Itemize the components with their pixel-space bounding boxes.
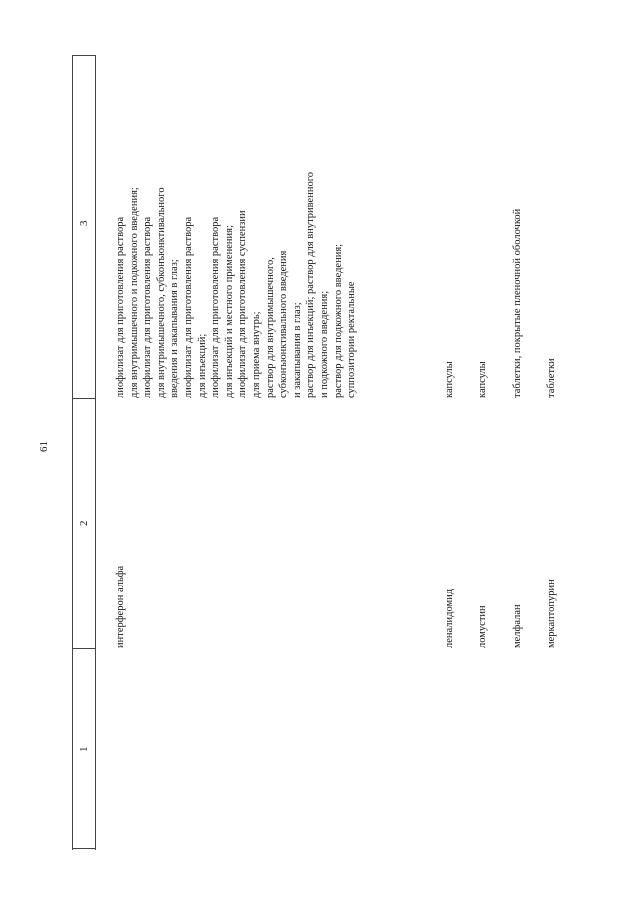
dosage-form-line: для приема внутрь; bbox=[250, 311, 262, 398]
table-row-drug-name: мелфалан bbox=[512, 604, 523, 648]
column-header-3: 3 bbox=[78, 220, 90, 226]
table-row-dosage-forms: капсулы bbox=[477, 361, 488, 398]
dosage-form-line: раствор для инъекций; раствор для внутривенного bbox=[305, 172, 317, 398]
table-row-dosage-forms bbox=[114, 172, 359, 398]
dosage-form-line: для инъекций и местного применения; bbox=[223, 225, 235, 398]
table-border-top bbox=[72, 55, 96, 56]
dosage-form-line: лиофилизат для приготовления раствора bbox=[142, 216, 154, 398]
dosage-form-line: субконъюнктивального введения bbox=[278, 250, 290, 398]
dosage-form-line: лиофилизат для приготовления раствора bbox=[210, 216, 222, 398]
dosage-form-line: лиофилизат для приготовления раствора bbox=[115, 216, 126, 398]
table-row-drug-name: меркаптопурин bbox=[546, 579, 557, 648]
column-header-1: 1 bbox=[78, 746, 90, 752]
dosage-form-line: для внутримышечного, субконъюнктивального bbox=[155, 187, 167, 398]
column-divider-2-3 bbox=[72, 398, 96, 399]
dosage-form-line: раствор для внутримышечного, bbox=[264, 257, 276, 398]
table-row-drug-name: интерферон альфа bbox=[115, 565, 126, 648]
table-row-dosage-forms: таблетки, покрытые пленочной оболочкой bbox=[512, 208, 523, 398]
table-row-drug-name: леналидомид bbox=[444, 588, 455, 648]
table-row-drug-name: ломустин bbox=[477, 605, 488, 648]
page-number: 61 bbox=[38, 441, 50, 452]
column-header-2: 2 bbox=[78, 520, 90, 526]
table-border-left bbox=[72, 55, 73, 850]
dosage-form-line: лиофилизат для приготовления суспензии bbox=[237, 210, 249, 398]
dosage-form-line: и закапывания в глаз; bbox=[291, 302, 303, 398]
table-header-divider bbox=[95, 55, 96, 850]
dosage-form-line: суппозитории ректальные bbox=[346, 281, 358, 398]
table-border-bottom bbox=[72, 848, 96, 849]
dosage-form-line: раствор для подкожного введения; bbox=[332, 243, 344, 398]
dosage-form-line: и подкожного введения; bbox=[318, 290, 330, 398]
column-divider-1-2 bbox=[72, 648, 96, 649]
dosage-form-line: введения и закапывания в глаз; bbox=[169, 259, 181, 398]
dosage-form-line: для внутримышечного и подкожного введения; bbox=[128, 187, 140, 398]
table-row-dosage-forms: капсулы bbox=[444, 361, 455, 398]
dosage-form-line: для инъекций; bbox=[196, 333, 208, 398]
table-row-dosage-forms: таблетки bbox=[546, 358, 557, 398]
dosage-form-line: лиофилизат для приготовления раствора bbox=[182, 216, 194, 398]
